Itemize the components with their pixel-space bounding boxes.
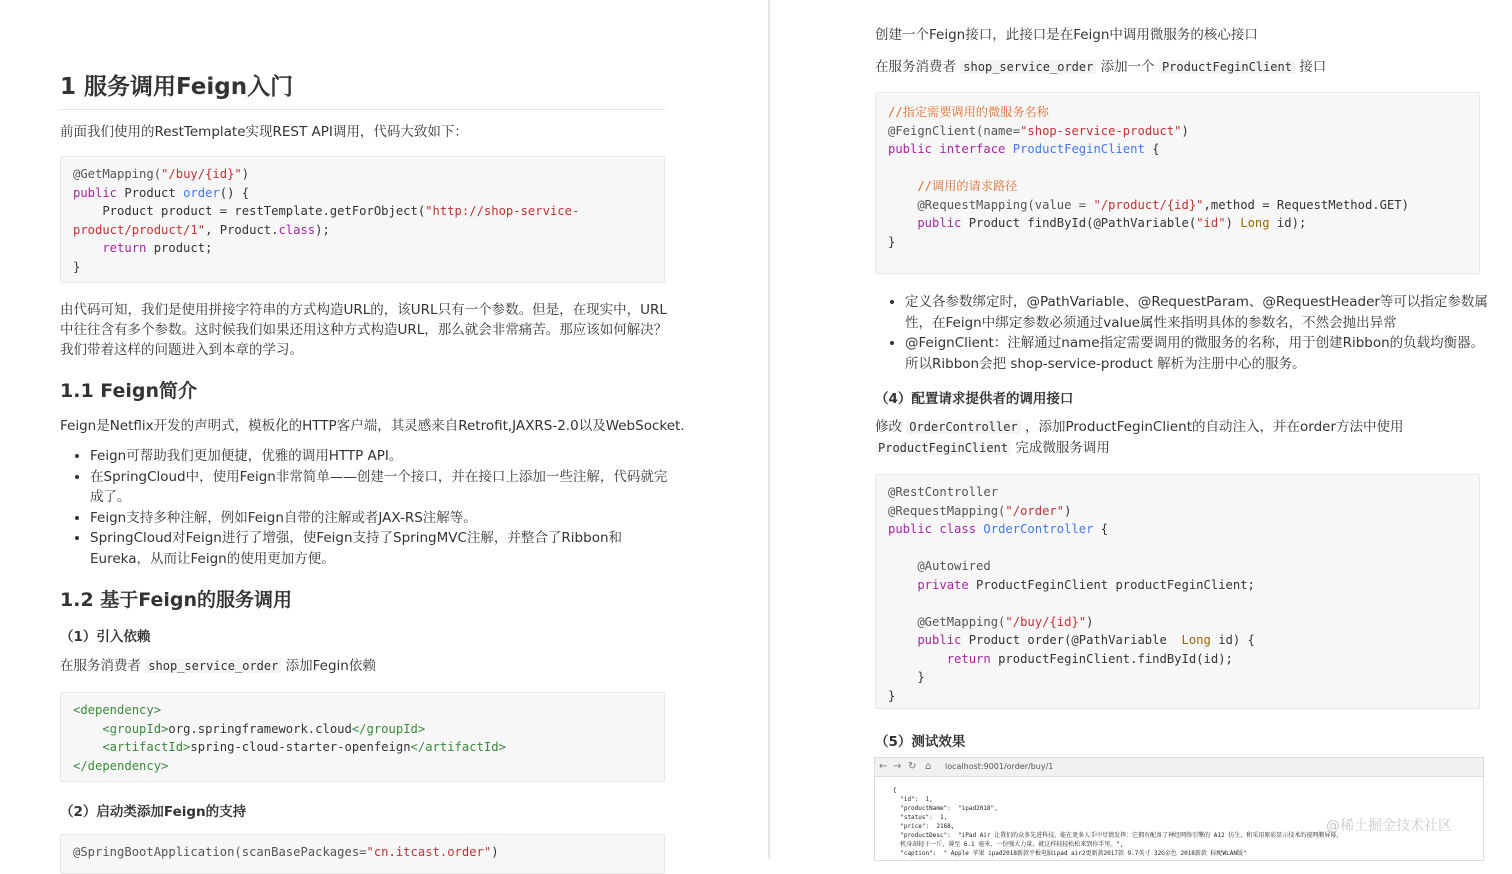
code-block-feign-client: //指定需要调用的微服务名称 @FeignClient(name="shop-service-product") public interface ProductFeginClient { //调用的请求路径 @RequestMapping(value = "/product/{id}",method = RequestMethod.GET) public Product findById(@PathVariable("id") Long id); } [875, 92, 1480, 274]
dependency-paragraph: 在服务消费者 shop_service_order 添加Fegin依赖 [60, 658, 376, 674]
browser-toolbar [875, 758, 1483, 777]
watermark: @稀土掘金技术社区 [1326, 818, 1452, 834]
browser-screenshot [874, 757, 1484, 861]
annotation-notes-list [875, 292, 1495, 374]
page-divider [768, 0, 770, 859]
section-heading-feign-call: 1.2 基于Feign的服务调用 [60, 589, 293, 611]
code-block-order-controller: @RestController @RequestMapping("/order") public class OrderController { @Autowired private ProductFeginClient productFeginClient; @GetMapping("/buy/{id}") public Product order(@PathVariable Long id) { return productFeginClient.findById(id); } } [875, 474, 1480, 709]
code-block-application: @SpringBootApplication(scanBasePackages="cn.itcast.order") [60, 834, 665, 874]
browser-url: localhost:9001/order/buy/1 [945, 762, 1054, 771]
url-problem-paragraph: 由代码可知，我们是使用拼接字符串的方式构造URL的，该URL只有一个参数。但是，在现实中，URL 中往往含有多个参数。这时候我们如果还用这种方式构造URL，那么就会非常痛苦。那应该如何解决？ 我们带着这样的问题进入到本章的学习。 [60, 302, 668, 358]
list-item: • 在SpringCloud中，使用Feign非常简单——创建一个接口，并在接口上添加一些注解，代码就完成了。 [90, 467, 670, 508]
step-heading-configure: （4）配置请求提供者的调用接口 [875, 391, 1074, 407]
forward-arrow-icon: → [893, 761, 902, 772]
step-heading-dependency: （1）引入依赖 [60, 629, 151, 645]
add-interface-paragraph: 在服务消费者 shop_service_order 添加一个 ProductFeginClient 接口 [875, 59, 1327, 75]
json-response: { "id": 1, "productName": "ipad2018", "status": 1, "price": 2168, "productDesc": "iPad Air 让我们的众多先进科技，能在更多人手中尽情发挥：它拥有配备了神经网络引擎的 A12 仿生，和采用原彩显示技术的视网膜屏幕， 机身却轻于一斤，薄至 6.1 毫米，一份强大力量，就这样轻轻松松来到你手里。", "caption": " Apple 苹果 ipad2018新款平板电脑ipad air2更新款2017款 9.7英寸 32G金色 2018新款 标配WLAN版" [893, 787, 1343, 857]
section-heading-feign-intro: 1.1 Feign简介 [60, 380, 198, 402]
feign-interface-intro: 创建一个Feign接口，此接口是在Feign中调用微服务的核心接口 [875, 27, 1258, 43]
list-item: • 定义各参数绑定时，@PathVariable、@RequestParam、@RequestHeader等可以指定参数属性，在Feign中绑定参数必须通过value属性来指明具体的参数名，不然会抛出异常 [905, 292, 1495, 333]
intro-paragraph: 前面我们使用的RestTemplate实现REST API调用，代码大致如下： [60, 124, 468, 140]
list-item: • @FeignClient：注解通过name指定需要调用的微服务的名称，用于创建Ribbon的负载均衡器。所以Ribbon会把 shop-service-product 解析为注册中心的服务。 [905, 333, 1495, 374]
step-heading-enable-feign: （2）启动类添加Feign的支持 [60, 804, 247, 820]
chapter-heading: 1 服务调用Feign入门 [60, 68, 666, 110]
feign-description: Feign是Netflix开发的声明式，模板化的HTTP客户端，其灵感来自Retrofit,JAXRS-2.0以及WebSocket. [60, 418, 685, 434]
list-item: • Feign可帮助我们更加便捷，优雅的调用HTTP API。 [90, 446, 670, 467]
modify-controller-paragraph: 修改 OrderController ，添加ProductFeginClient的自动注入，并在order方法中使用 ProductFeginClient 完成微服务调用 [875, 419, 1404, 456]
list-item: • SpringCloud对Feign进行了增强，使Feign支持了SpringMVC注解，并整合了Ribbon和Eureka，从而让Feign的使用更加方便。 [90, 528, 670, 569]
list-item: • Feign支持多种注解，例如Feign自带的注解或者JAX-RS注解等。 [90, 508, 670, 529]
back-arrow-icon: ← [879, 761, 888, 772]
code-block-resttemplate: @GetMapping("/buy/{id}") public Product order() { Product product = restTemplate.getForObject("http://shop-service- product/product/1", Product.class); return product; } [60, 156, 665, 283]
home-icon: ⌂ [925, 761, 932, 772]
feign-feature-list [60, 446, 670, 569]
code-block-dependency: <dependency> <groupId>org.springframework.cloud</groupId> <artifactId>spring-cloud-starter-openfeign</artifactId> </dependency> [60, 692, 665, 782]
step-heading-test: （5）测试效果 [875, 734, 966, 750]
reload-icon: ↻ [908, 761, 917, 772]
